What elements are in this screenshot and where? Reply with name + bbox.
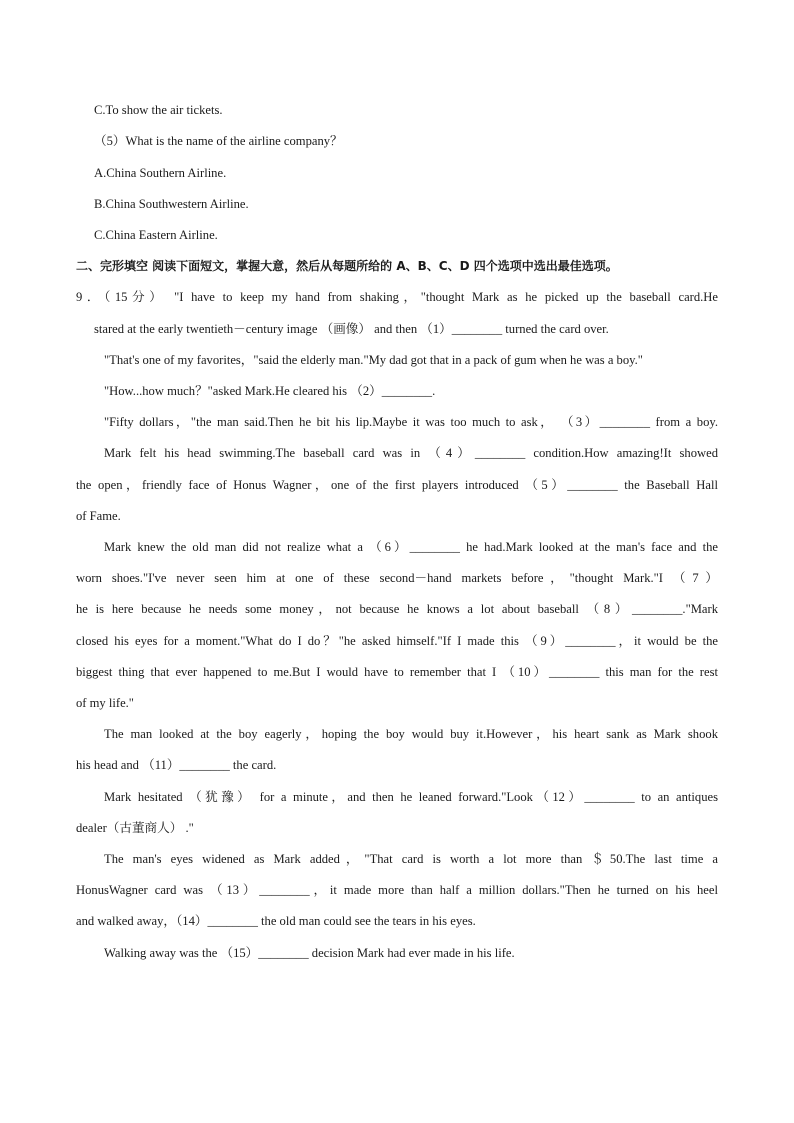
passage-line: he is here because he needs some money，not because he knows a lot about baseball （8）________."Mark xyxy=(76,602,718,616)
passage-line: of Fame. xyxy=(76,509,121,523)
passage-line: "That's one of my favorites，"said the elderly man."My dad got that in a pack of gum when he was a boy." xyxy=(104,353,643,367)
passage-line: closed his eyes for a moment."What do I do？"he asked himself."If I made this （9）________，it would be the xyxy=(76,634,718,648)
passage-line: Walking away was the （15）________ decision Mark had ever made in his life. xyxy=(104,946,515,960)
passage-line: "Fifty dollars，"the man said.Then he bit his lip.Maybe it was too much to ask， （3）________ from a boy. xyxy=(104,415,718,429)
option-b: B.China Southwestern Airline. xyxy=(94,197,249,211)
passage-line: and walked away，（14）________ the old man could see the tears in his eyes. xyxy=(76,914,476,928)
passage-line: The man looked at the boy eagerly，hoping the boy would buy it.However，his heart sank as Mark shook xyxy=(104,727,718,741)
passage-line: stared at the early twentieth－century image （画像） and then （1）________ turned the card over. xyxy=(94,322,609,336)
option-a: A.China Southern Airline. xyxy=(94,166,227,180)
passage-line: Mark knew the old man did not realize what a （6）________ he had.Mark looked at the man's face and the xyxy=(104,540,718,554)
passage-line: worn shoes."I've never seen him at one of these second－hand markets before，"thought Mark."I （7） xyxy=(76,571,718,585)
passage-line: The man's eyes widened as Mark added，"That card is worth a lot more than ＄50.The last time a xyxy=(104,852,718,866)
passage-line: dealer（古董商人） ." xyxy=(76,821,194,835)
option-c-prev: C.To show the air tickets. xyxy=(94,103,223,117)
passage-line: "How...how much？"asked Mark.He cleared his （2）________. xyxy=(104,384,436,398)
passage-line: his head and （11）________ the card. xyxy=(76,758,277,772)
passage-line: the open，friendly face of Honus Wagner，one of the first players introduced （5）________ the Baseball Hall xyxy=(76,478,718,492)
passage-line: of my life." xyxy=(76,696,134,710)
passage-line: HonusWagner card was （13）________，it made more than half a million dollars."Then he turned on his heel xyxy=(76,883,718,897)
question-5-stem: （5）What is the name of the airline company？ xyxy=(94,134,343,148)
passage-line: Mark hesitated （犹豫） for a minute，and then he leaned forward."Look（12）________ to an antiques xyxy=(104,790,718,804)
option-c: C.China Eastern Airline. xyxy=(94,228,218,242)
passage-line: biggest thing that ever happened to me.But I would have to remember that I （10）________ this man for the rest xyxy=(76,665,718,679)
passage-line: Mark felt his head swimming.The baseball card was in （4）________ condition.How amazing!It showed xyxy=(104,446,718,460)
section-heading: 二、完形填空 阅读下面短文，掌握大意，然后从每题所给的 A、B、C、D 四个选项中选出最佳选项。 xyxy=(76,259,618,273)
passage-line: 9．（15分） "I have to keep my hand from shaking，"thought Mark as he picked up the baseball card.He xyxy=(76,290,718,304)
